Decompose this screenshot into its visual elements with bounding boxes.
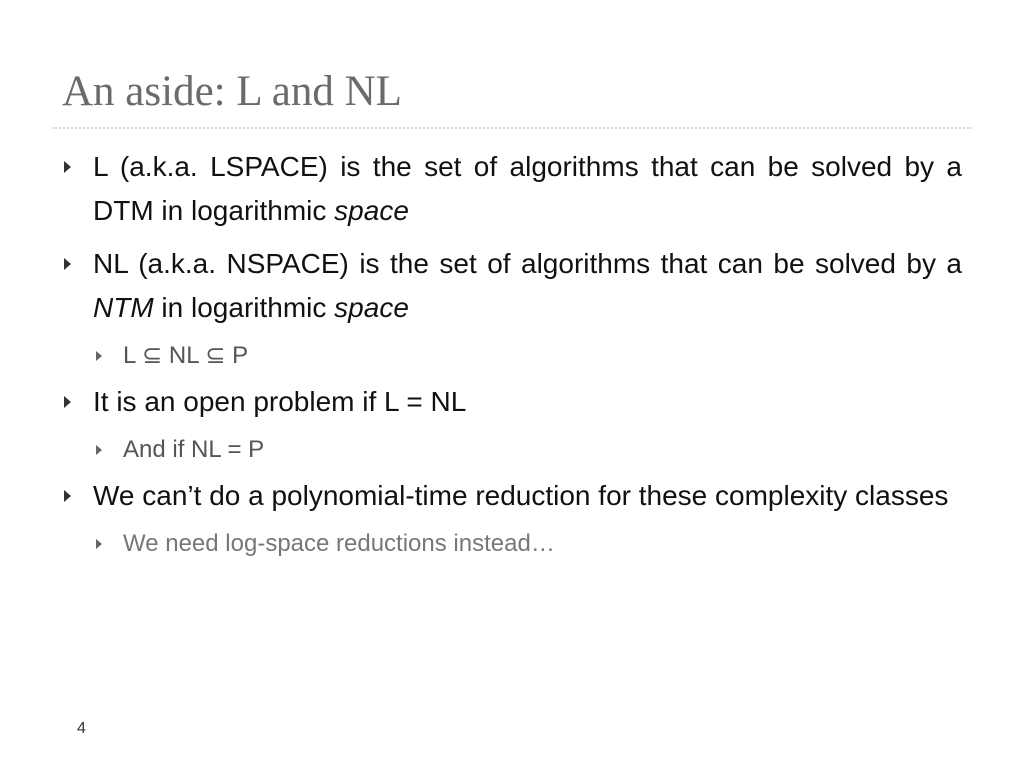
bullet-text: L (a.k.a. LSPACE) is the set of algorithms that can be solved by a DTM in logarithmic space [93,151,962,226]
page-number: 4 [77,720,86,737]
triangle-bullet-icon [96,351,102,361]
bullet-l-definition [62,145,962,233]
slide-title: An aside: L and NL [62,68,402,115]
bullet-open-problem [62,380,962,424]
bullet-text: It is an open problem if L = NL [93,386,467,417]
triangle-bullet-icon [64,490,71,502]
sub-bullet-nl-equals-p [62,433,962,467]
bullet-nl-definition [62,242,962,330]
bullet-reduction [62,474,962,518]
triangle-bullet-icon [64,396,71,408]
slide-content [62,145,962,568]
title-divider [52,127,972,129]
sub-bullet-text: And if NL = P [123,436,265,463]
triangle-bullet-icon [96,539,102,549]
sub-bullet-subset-relation [62,339,962,373]
triangle-bullet-icon [64,161,71,173]
sub-bullet-text: We need log-space reductions instead… [123,530,555,557]
triangle-bullet-icon [64,258,71,270]
bullet-text: NL (a.k.a. NSPACE) is the set of algorithms that can be solved by a NTM in logarithmic space [93,248,962,323]
sub-bullet-log-space [62,527,962,561]
bullet-text: We can’t do a polynomial-time reduction for these complexity classes [93,480,949,511]
triangle-bullet-icon [96,445,102,455]
sub-bullet-text: L ⊆ NL ⊆ P [123,342,249,369]
